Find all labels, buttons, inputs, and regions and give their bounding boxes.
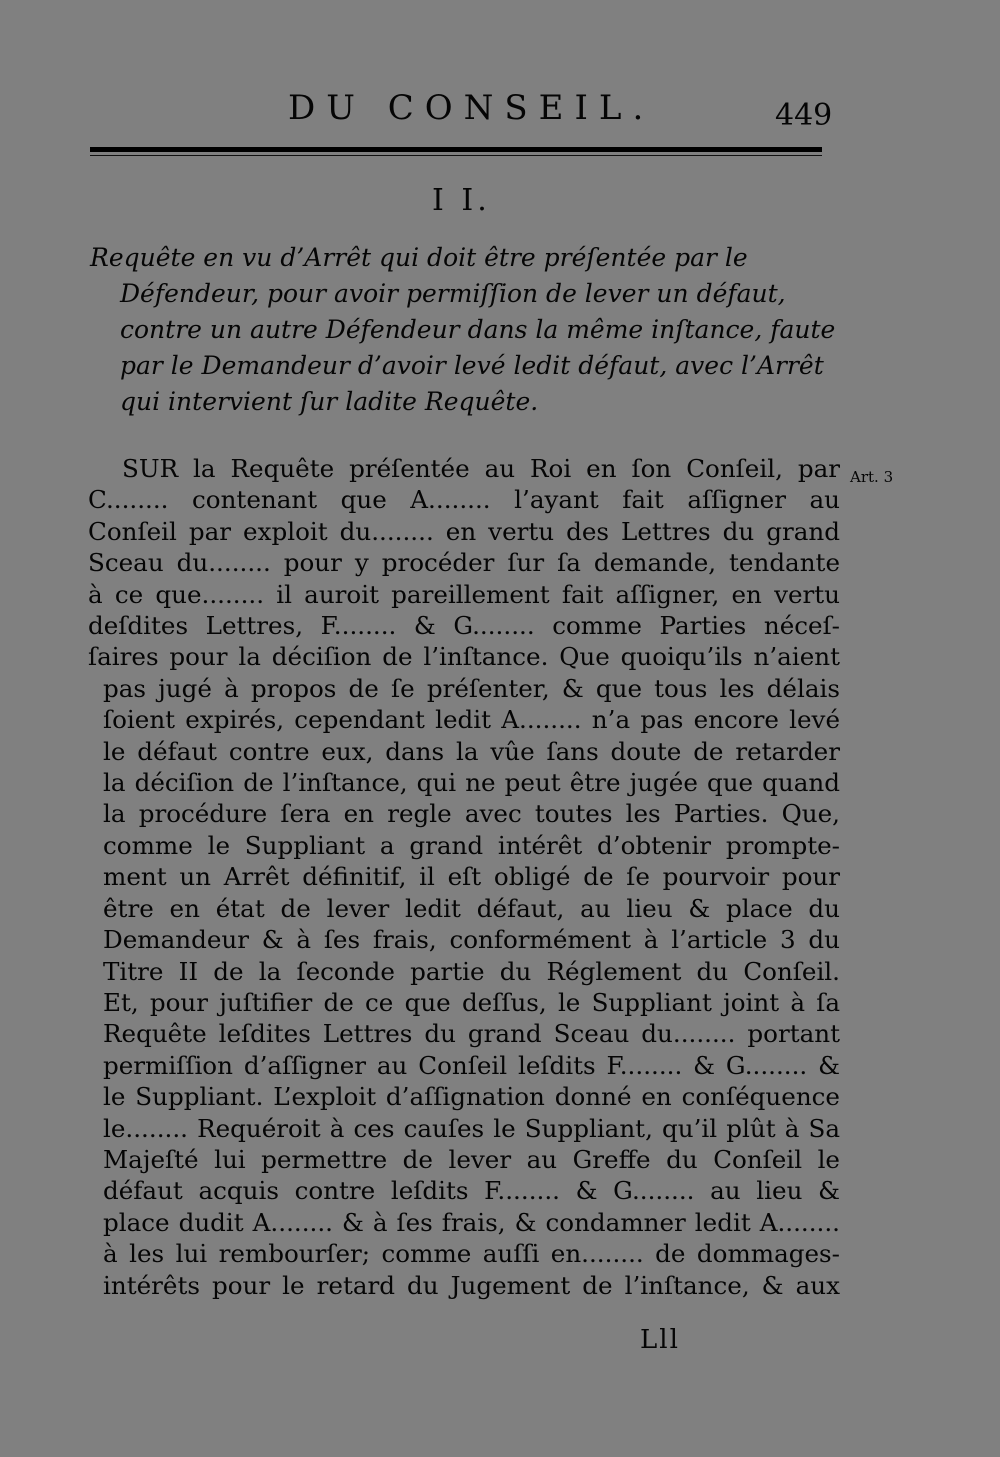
heading-line: contre un autre Défendeur dans la même inſtance, faute bbox=[120, 315, 836, 344]
running-header-title: DU CONSEIL. bbox=[288, 88, 655, 128]
heading-line: Défendeur, pour avoir permiſſion de lever un défaut, bbox=[120, 279, 786, 308]
body-line: Conſeil par exploit du........ en vertu des Lettres du grand bbox=[88, 516, 840, 546]
heading-line: qui intervient ſur ladite Requête. bbox=[120, 387, 539, 416]
body-line: le........ Requéroit à ces cauſes le Suppliant, qu’il plût à Sa bbox=[103, 1113, 840, 1143]
heading-line: Requête en vu d’Arrêt qui doit être préſentée par le bbox=[90, 243, 748, 272]
body-line: ment un Arrêt définitif, il eſt obligé de ſe pourvoir pour bbox=[103, 862, 840, 892]
heading-line: par le Demandeur d’avoir levé ledit défaut, avec l’Arrêt bbox=[120, 351, 824, 380]
body-paragraph bbox=[88, 453, 840, 1301]
page-number: 449 bbox=[775, 98, 833, 133]
body-line: Demandeur & à ſes frais, conformément à l’article 3 du bbox=[103, 925, 840, 955]
body-line: C........ contenant que A........ l’ayant fait aſſigner au bbox=[88, 485, 840, 515]
body-line: Titre II de la ſeconde partie du Réglement du Conſeil. bbox=[103, 956, 840, 986]
body-line: intérêts pour le retard du Jugement de l’inſtance, & aux bbox=[103, 1270, 840, 1300]
section-heading bbox=[90, 240, 850, 420]
body-line: comme le Suppliant a grand intérêt d’obtenir prompte- bbox=[103, 830, 840, 860]
body-line: permiſſion d’aſſigner au Conſeil leſdits F........ & G........ & bbox=[103, 1050, 840, 1080]
body-line: pas jugé à propos de ſe préſenter, & que tous les délais bbox=[103, 673, 840, 703]
catchword: Lll bbox=[640, 1325, 680, 1355]
body-line: SUR la Requête préſentée au Roi en ſon Conſeil, par bbox=[122, 454, 840, 483]
body-line: ſoient expirés, cependant ledit A........ n’a pas encore levé bbox=[103, 705, 840, 735]
margin-note: Art. 3 bbox=[850, 468, 894, 486]
body-line: place dudit A........ & à ſes frais, & condamner ledit A........ bbox=[103, 1207, 840, 1237]
body-line: la déciſion de l’inſtance, qui ne peut être jugée que quand bbox=[103, 768, 840, 798]
body-line: Majeſté lui permettre de lever au Greffe du Conſeil le bbox=[103, 1144, 840, 1174]
body-line: Requête leſdites Lettres du grand Sceau du........ portant bbox=[103, 1019, 840, 1049]
header-rule bbox=[90, 147, 822, 152]
body-line: le défaut contre eux, dans la vûe ſans doute de retarder bbox=[103, 736, 840, 766]
body-line: Et, pour juſtifier de ce que deſſus, le Suppliant joint à ſa bbox=[103, 987, 840, 1017]
body-line: à les lui rembourſer; comme auſſi en........ de dommages- bbox=[103, 1239, 840, 1269]
body-line: le Suppliant. L’exploit d’aſſignation donné en conſéquence bbox=[103, 1082, 840, 1112]
body-line: défaut acquis contre leſdits F........ & G........ au lieu & bbox=[103, 1176, 840, 1206]
body-line: la procédure ſera en regle avec toutes les Parties. Que, bbox=[103, 799, 840, 829]
body-line: deſdites Lettres, F........ & G........ comme Parties néceſ- bbox=[88, 611, 840, 641]
section-number: I I. bbox=[432, 183, 491, 218]
body-line: ſaires pour la déciſion de l’inſtance. Que quoiqu’ils n’aient bbox=[88, 642, 840, 672]
body-line: être en état de lever ledit défaut, au lieu & place du bbox=[103, 893, 840, 923]
body-line: Sceau du........ pour y procéder ſur ſa demande, tendante bbox=[88, 548, 840, 578]
header-rule-thin bbox=[90, 155, 822, 156]
body-line: à ce que........ il auroit pareillement fait aſſigner, en vertu bbox=[88, 579, 840, 609]
